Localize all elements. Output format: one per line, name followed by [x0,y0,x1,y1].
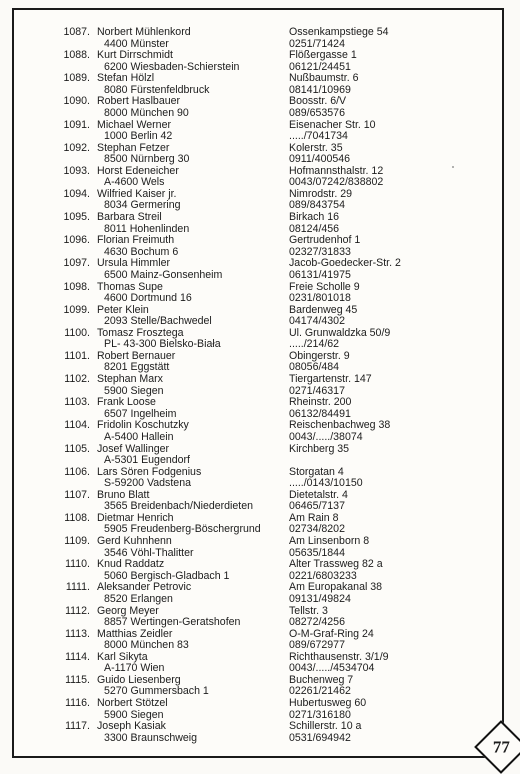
entry-name: Barbara Streil [97,211,162,224]
entry-city: 3300 Braunschweig [104,731,198,744]
entry-phone: 0043/...../4534704 [289,662,375,675]
entry-street: Dietetalstr. 4 [289,488,348,501]
entry-phone: 08272/4256 [289,616,345,629]
entry-phone: 0221/6803233 [289,569,357,582]
address-entry [54,143,504,166]
entry-street: Am Linsenborn 8 [289,535,370,548]
address-entry [54,606,504,629]
entry-city: 4630 Bochum 6 [104,245,179,258]
address-entry [54,166,504,189]
entry-city: 3565 Breidenbach/Niederdieten [104,500,254,513]
address-entry [54,420,504,443]
entry-street: Schillerstr. 10 a [289,720,362,733]
address-entry [54,698,504,721]
address-entry [54,258,504,281]
entry-city: 8857 Wertingen-Geratshofen [104,616,241,629]
entry-street: Boosstr. 6/V [289,95,347,108]
address-entry [54,120,504,143]
entry-street: Richthausenstr. 3/1/9 [289,650,389,663]
entry-street: Bardenweg 45 [289,303,358,316]
entry-phone: 089/843754 [289,199,345,212]
entry-name: Norbert Stötzel [97,697,168,710]
entry-city: 5900 Siegen [104,708,164,721]
entry-name: Karl Sikyta [97,650,148,663]
entry-phone: 089/653576 [289,106,345,119]
entry-phone: 05635/1844 [289,546,345,559]
entry-street: Kirchberg 35 [289,442,350,455]
entry-street: Birkach 16 [289,211,340,224]
entry-name: Tomasz Frosztega [97,326,184,339]
entry-street: Hubertusweg 60 [289,697,367,710]
entry-phone: 06121/24451 [289,60,351,73]
entry-phone: 09131/49824 [289,592,351,605]
entry-city: 5270 Gummersbach 1 [104,685,209,698]
address-entry [54,536,504,559]
entry-phone: 06465/7137 [289,500,345,513]
entry-name: Peter Klein [97,303,149,316]
entry-number: 1103. [64,396,90,409]
address-entry [54,397,504,420]
entry-number: 1114. [65,650,90,663]
entry-city: A-5301 Eugendorf [104,454,190,467]
entry-name: Bruno Blatt [97,488,150,501]
address-entry [54,467,504,490]
entry-number: 1112. [65,604,90,617]
address-entry [54,490,504,513]
address-entry [54,73,504,96]
entry-phone: 0231/801018 [289,292,351,305]
address-entry [54,96,504,119]
entry-city: 8500 Nürnberg 30 [104,153,190,166]
entry-city: PL- 43-300 Bielsko-Biała [104,338,221,351]
entry-number: 1109. [64,535,90,548]
entry-street: Am Rain 8 [289,511,339,524]
entry-city: S-59200 Vadstena [104,477,191,490]
entry-city: 5900 Siegen [104,384,164,397]
entry-number: 1089. [63,72,90,85]
entry-name: Norbert Mühlenkord [97,26,191,38]
entry-name: Wilfried Kaiser jr. [97,187,177,200]
address-entry [54,374,504,397]
entry-number: 1104. [64,419,90,432]
entry-city: 8034 Germering [104,199,181,212]
entry-street: Kolerstr. 35 [289,141,343,154]
entry-name: Knud Raddatz [97,558,165,571]
entry-number: 1095. [63,211,90,224]
entry-number: 1090. [63,95,90,108]
entry-name: Stephan Fetzer [97,141,170,154]
entry-city: 1000 Berlin 42 [104,130,173,143]
entry-number: 1102. [64,373,90,386]
entry-number: 1099. [63,303,90,316]
entry-city: 6507 Ingelheim [104,407,177,420]
entry-phone: 02327/31833 [289,245,351,258]
entry-city: 8520 Erlangen [104,592,173,605]
entry-name: Michael Werner [97,118,171,131]
entry-name: Gerd Kuhnhenn [97,535,172,548]
entry-name: Aleksander Petrovic [97,581,192,594]
entry-street: O-M-Graf-Ring 24 [289,627,374,640]
page-number: 77 [492,737,510,756]
entry-city: 6200 Wiesbaden-Schierstein [104,60,240,73]
entry-phone: 02261/21462 [289,685,351,698]
address-entry [54,50,504,73]
entry-phone: 0271/316180 [289,708,351,721]
entry-name: Georg Meyer [97,604,159,617]
entry-phone: 08124/456 [289,222,340,235]
entry-number: 1108. [64,511,90,524]
entry-name: Josef Wallinger [97,442,170,455]
entry-street: Tiergartenstr. 147 [289,373,372,386]
entry-phone: ...../214/62 [289,338,340,351]
entry-number: 1111. [65,581,90,594]
entry-city: 5905 Freudenberg-Böschergrund [104,523,261,536]
entry-city: A-4600 Wels [104,176,165,189]
entry-street: Reischenbachweg 38 [289,419,391,432]
member-address-list [54,27,504,744]
address-entry [54,282,504,305]
entry-name: Lars Sören Fodgenius [97,465,202,478]
entry-city: 8201 Eggstätt [104,361,170,374]
entry-name: Frank Loose [97,396,156,409]
entry-street: Nimrodstr. 29 [289,187,352,200]
address-entry [54,559,504,582]
entry-street: Obingerstr. 9 [289,349,350,362]
address-entry [54,351,504,374]
entry-number: 1098. [63,280,90,293]
entry-number: 1110. [65,558,90,571]
entry-number: 1116. [65,697,90,710]
entry-city: 5060 Bergisch-Gladbach 1 [104,569,230,582]
entry-street: Jacob-Goedecker-Str. 2 [289,257,401,270]
address-entry [54,328,504,351]
entry-street: Alter Trassweg 82 a [289,558,383,571]
entry-street: Gertrudenhof 1 [289,234,361,247]
entry-number: 1117. [65,720,90,733]
address-entry [54,721,504,744]
entry-number: 1107. [64,488,90,501]
entry-phone: 0911/400546 [289,153,351,166]
entry-city: 4400 Münster [104,37,169,50]
entry-phone: 0043/...../38074 [289,430,363,443]
entry-phone: 08056/484 [289,361,340,374]
entry-name: Florian Freimuth [97,234,175,247]
address-entry [54,212,504,235]
entry-number: 1100. [64,326,90,339]
entry-name: Fridolin Koschutzky [97,419,189,432]
entry-street: Storgatan 4 [289,465,344,478]
entry-name: Matthias Zeidler [97,627,173,640]
entry-number: 1094. [63,187,90,200]
entry-phone: 06132/84491 [289,407,351,420]
entry-city: A-1170 Wien [104,662,165,675]
address-entry [54,675,504,698]
entry-number: 1105. [64,442,90,455]
entry-phone: 06131/41975 [289,268,351,281]
document-page [12,8,510,758]
entry-number: 1101. [64,349,90,362]
entry-city: 3546 Vöhl-Thalitter [104,546,194,559]
address-entry [54,235,504,258]
address-entry [54,305,504,328]
entry-street: Nußbaumstr. 6 [289,72,359,85]
entry-street: Tellstr. 3 [289,604,328,617]
entry-number: 1093. [63,164,90,177]
entry-city: 8000 München 90 [104,106,189,119]
entry-phone: 0043/07242/838802 [289,176,384,189]
entry-street: Hofmannsthalstr. 12 [289,164,384,177]
entry-name: Ursula Himmler [97,257,170,270]
entry-city: 8000 München 83 [104,639,189,652]
entry-name: Dietmar Henrich [97,511,174,524]
entry-name: Horst Edeneicher [97,164,179,177]
entry-city: 8011 Hohenlinden [104,222,190,235]
entry-number: 1106. [64,465,90,478]
entry-number: 1097. [63,257,90,270]
entry-city: 2093 Stelle/Bachwedel [104,315,212,328]
entry-street: Buchenweg 7 [289,673,354,686]
entry-street: Ul. Grunwaldzka 50/9 [289,326,391,339]
address-entry [54,629,504,652]
entry-name: Guido Liesenberg [97,673,181,686]
entry-city: 8080 Fürstenfeldbruck [104,83,210,96]
entry-phone: 0271/46317 [289,384,345,397]
entry-number: 1087. [63,26,90,38]
entry-name: Joseph Kasiak [97,720,166,733]
address-entry [54,582,504,605]
entry-number: 1096. [63,234,90,247]
entry-city: 4600 Dortmund 16 [104,292,192,305]
entry-street: Eisenacher Str. 10 [289,118,376,131]
address-entry [54,652,504,675]
entry-phone: 08141/10969 [289,83,351,96]
entry-street: Am Europakanal 38 [289,581,383,594]
entry-street: Ossenkampstiege 54 [289,26,389,38]
entry-phone: ...../0143/10150 [289,477,363,490]
address-entry [54,189,504,212]
entry-name: Kurt Dirrschmidt [97,49,173,62]
entry-name: Thomas Supe [97,280,163,293]
entry-city: 6500 Mainz-Gonsenheim [104,268,223,281]
scan-speck [452,166,454,168]
entry-number: 1092. [63,141,90,154]
entry-phone: ...../7041734 [289,130,348,143]
entry-name: Stefan Hölzl [97,72,155,85]
entry-phone: 04174/4302 [289,315,345,328]
entry-number: 1113. [65,627,90,640]
address-entry [54,27,504,50]
address-entry [54,513,504,536]
entry-phone: 089/672977 [289,639,345,652]
entry-street: Rheinstr. 200 [289,396,352,409]
entry-street: Flößergasse 1 [289,49,357,62]
entry-phone: 02734/8202 [289,523,345,536]
entry-number: 1088. [63,49,90,62]
entry-street: Freie Scholle 9 [289,280,360,293]
entry-phone: 0251/71424 [289,37,345,50]
entry-number: 1091. [63,118,90,131]
entry-name: Robert Bernauer [97,349,176,362]
address-entry [54,444,504,467]
entry-name: Robert Haslbauer [97,95,181,108]
entry-city: A-5400 Hallein [104,430,174,443]
entry-number: 1115. [65,673,90,686]
entry-phone: 0531/694942 [289,731,351,744]
entry-name: Stephan Marx [97,373,163,386]
